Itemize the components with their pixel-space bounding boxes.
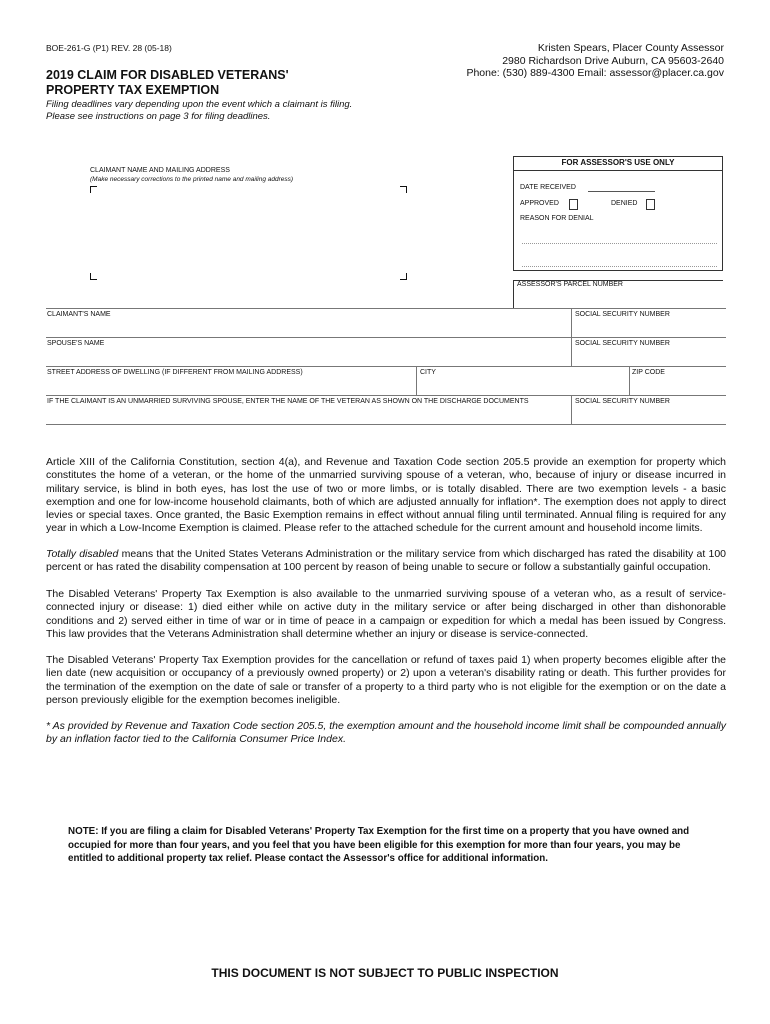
paragraph-inflation-footnote: * As provided by Revenue and Taxation Code section 205.5, the exemption amount and the household income limit shall be compounded annually by an inflation factor tied to the California Consumer Price Index. [46,720,726,746]
address-window-corner-bottom-right [400,273,407,280]
filing-deadline-note [46,99,352,123]
paragraph-surviving-spouse: The Disabled Veterans' Property Tax Exemption is also available to the unmarried surviving spouse of a veteran who, as a result of service-connected injury or disease: 1) died either while on active duty in the military service or after being discharged in other than dishonorable conditions and 2) served either in time of war or in time of peace in a campaign or expedition for which a medal has been issued by Congress. This law provides that the Veterans Administration shall determine whether an injury or disease is service-connected. [46,588,726,640]
grid-line [46,366,726,367]
veteran-name-field[interactable]: IF THE CLAIMANT IS AN UNMARRIED SURVIVING SPOUSE, ENTER THE NAME OF THE VETERAN AS SHOWN ON THE DISCHARGE DOCUMENTS [47,398,529,405]
claimant-name-field[interactable]: CLAIMANT'S NAME [47,311,111,318]
claimant-address-label [90,166,293,184]
filing-deadline-line1: Filing deadlines vary depending upon the event which a claimant is filing. [46,99,353,110]
street-address-field[interactable]: STREET ADDRESS OF DWELLING (IF DIFFERENT FROM MAILING ADDRESS) [47,369,303,376]
address-window-corner-bottom-left [90,273,97,280]
reason-line-2[interactable] [522,266,717,267]
public-inspection-notice: THIS DOCUMENT IS NOT SUBJECT TO PUBLIC INSPECTION [211,966,559,980]
approved-checkbox[interactable] [569,199,578,210]
denied-checkbox[interactable] [646,199,655,210]
date-received-line[interactable] [588,191,655,192]
date-received-label: DATE RECEIVED [520,184,576,191]
grid-line [46,395,726,396]
address-window-corner-top-right [400,186,407,193]
form-title [46,68,289,98]
paragraph-cancellation-refund: The Disabled Veterans' Property Tax Exemption provides for the cancellation or refund of taxes paid 1) when property becomes eligible after the lien date (new acquisition or occupancy of a previously owned property) or 2) upon a veteran's disability rating or death. This further provides for the termination of the exemption on the date of sale or transfer of a property to a third party who is not eligible for the exemption or on the date a person previously eligible for the exemption becomes ineligible. [46,654,726,706]
grid-divider [629,366,630,395]
reason-line-1[interactable] [522,243,717,244]
grid-line [46,337,726,338]
city-field[interactable]: CITY [420,369,436,376]
grid-divider [571,308,572,366]
claimant-address-note: (Make necessary corrections to the printed name and mailing address) [90,176,294,183]
assessor-name: Kristen Spears, Placer County Assessor [537,42,724,54]
assessor-use-box [513,156,723,271]
form-title-line2: PROPERTY TAX EXEMPTION [46,83,220,97]
address-window-corner-top-left [90,186,97,193]
grid-line [46,424,726,425]
form-title-line1: 2019 CLAIM FOR DISABLED VETERANS' [46,68,289,82]
totally-disabled-term: Totally disabled [46,548,119,560]
veteran-ssn-field[interactable]: SOCIAL SECURITY NUMBER [575,398,670,405]
claimant-address-title: CLAIMANT NAME AND MAILING ADDRESS [90,167,230,174]
spouse-name-field[interactable]: SPOUSE'S NAME [47,340,105,347]
claimant-ssn-field[interactable]: SOCIAL SECURITY NUMBER [575,311,670,318]
parcel-number-label: ASSESSOR'S PARCEL NUMBER [517,281,623,288]
approved-label: APPROVED [520,200,559,207]
grid-line [46,308,726,309]
zip-code-field[interactable]: ZIP CODE [632,369,665,376]
grid-divider [571,395,572,424]
grid-divider [416,366,417,395]
assessor-address: 2980 Richardson Drive Auburn, CA 95603-2640 [502,54,724,67]
filing-deadline-line2: Please see instructions on page 3 for filing deadlines. [46,111,271,122]
paragraph-totally-disabled [46,548,726,575]
assessor-contact [458,42,724,80]
paragraph-article-xiii: Article XIII of the California Constitution, section 4(a), and Revenue and Taxation Code section 205.5 provide an exemption for property which constitutes the home of a veteran, or the home of the unmarried surviving spouse of a veteran, who, because of injury or disease incurred in military service, is blind in both eyes, has lost the use of two or more limbs, or is totally disabled. There are two exemption levels - a basic exemption and one for low-income household claimants, both of which are adjusted annually for inflation*. The exemption does not apply to direct levies or special taxes. Once granted, the Basic Exemption remains in effect without annual filing until terminated. Annual filing is required for any year in which a Low-Income Exemption is claimed. Please refer to the attached schedule for the current amount and household income limits. [46,456,726,535]
assessor-use-heading: FOR ASSESSOR'S USE ONLY [513,156,723,171]
form-id: BOE-261-G (P1) REV. 28 (05-18) [46,43,172,53]
reason-for-denial-label: REASON FOR DENIAL [520,215,594,222]
assessor-phone-email: Phone: (530) 889-4300 Email: assessor@placer.ca.gov [466,67,724,79]
note-additional-relief: NOTE: If you are filing a claim for Disabled Veterans' Property Tax Exemption for the first time on a property that you have owned and occupied for more than four years, and you feel that you have been eligible for this exemption for more than four years, you may be entitled to additional property tax relief. Please contact the Assessor's office for additional information. [68,826,690,864]
totally-disabled-definition: means that the United States Veterans Administration or the military service from which discharged has rated the disability at 100 percent or has rated the disability compensation at 100 percent by reason of being unable to secure or follow a substantially gainful occupation. [46,548,726,574]
spouse-ssn-field[interactable]: SOCIAL SECURITY NUMBER [575,340,670,347]
denied-label: DENIED [611,200,638,207]
